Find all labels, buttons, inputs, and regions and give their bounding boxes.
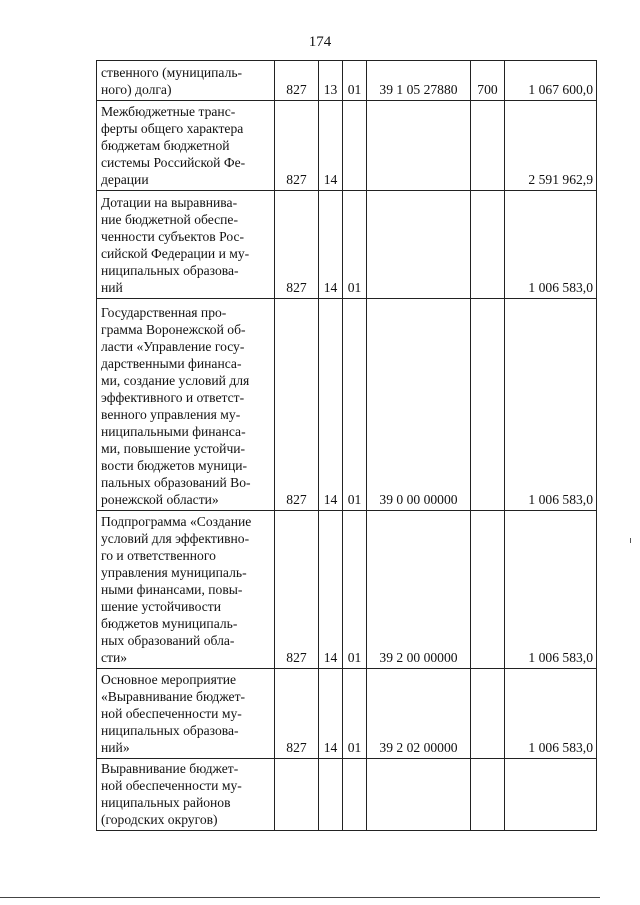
section-code: 14 — [319, 101, 343, 191]
expense-type-code — [471, 299, 505, 511]
margin-mark — [630, 538, 631, 543]
expense-type-code — [471, 191, 505, 299]
bottom-rule — [0, 897, 600, 898]
table-row — [97, 299, 597, 511]
target-item-code — [367, 191, 471, 299]
table-row — [97, 759, 597, 831]
row-name: Межбюджетные транс- ферты общего характера бюджетам бюджетной системы Российской Фе- дерации — [97, 101, 275, 191]
target-item-code: 39 0 00 00000 — [367, 299, 471, 511]
subsection-code: 01 — [343, 511, 367, 669]
table-row — [97, 101, 597, 191]
amount: 1 006 583,0 — [505, 669, 597, 759]
target-item-code — [367, 101, 471, 191]
section-code: 14 — [319, 299, 343, 511]
budget-table — [96, 60, 597, 831]
ministry-code: 827 — [275, 299, 319, 511]
row-name: Государственная про- грамма Воронежской об- ласти «Управление госу- дарственными финанса- ми, создание условий для эффективного и ответст- венного управления му- ниципальными финанса- ми, повышение устойчи- вости бюджетов муници- пальных образований Во- ронежской области» — [97, 299, 275, 511]
amount: 1 006 583,0 — [505, 511, 597, 669]
expense-type-code — [471, 101, 505, 191]
ministry-code: 827 — [275, 511, 319, 669]
section-code: 14 — [319, 669, 343, 759]
subsection-code: 01 — [343, 191, 367, 299]
ministry-code — [275, 759, 319, 831]
page-number: 174 — [308, 34, 332, 50]
ministry-code: 827 — [275, 191, 319, 299]
row-name: Подпрограмма «Создание условий для эффективно- го и ответственного управления муниципаль- ными финансами, повы- шение устойчивости бюджетов муниципаль- ных образований обла- сти» — [97, 511, 275, 669]
target-item-code: 39 1 05 27880 — [367, 61, 471, 101]
subsection-code: 01 — [343, 61, 367, 101]
ministry-code: 827 — [275, 101, 319, 191]
amount: 1 067 600,0 — [505, 61, 597, 101]
ministry-code: 827 — [275, 669, 319, 759]
row-name: ственного (муниципаль- ного) долга) — [97, 61, 275, 101]
table-row — [97, 191, 597, 299]
expense-type-code: 700 — [471, 61, 505, 101]
amount: 2 591 962,9 — [505, 101, 597, 191]
table-row — [97, 669, 597, 759]
expense-type-code — [471, 511, 505, 669]
target-item-code: 39 2 02 00000 — [367, 669, 471, 759]
target-item-code — [367, 759, 471, 831]
section-code: 14 — [319, 511, 343, 669]
row-name: Основное мероприятие «Выравнивание бюджет- ной обеспеченности му- ниципальных образова- ний» — [97, 669, 275, 759]
ministry-code: 827 — [275, 61, 319, 101]
subsection-code — [343, 759, 367, 831]
section-code — [319, 759, 343, 831]
section-code: 14 — [319, 191, 343, 299]
expense-type-code — [471, 759, 505, 831]
row-name: Дотации на выравнива- ние бюджетной обеспе- ченности субъектов Рос- сийской Федерации и му- ниципальных образова- ний — [97, 191, 275, 299]
section-code: 13 — [319, 61, 343, 101]
amount — [505, 759, 597, 831]
expense-type-code — [471, 669, 505, 759]
target-item-code: 39 2 00 00000 — [367, 511, 471, 669]
subsection-code: 01 — [343, 299, 367, 511]
row-name: Выравнивание бюджет- ной обеспеченности му- ниципальных районов (городских округов) — [97, 759, 275, 831]
amount: 1 006 583,0 — [505, 299, 597, 511]
table-row — [97, 511, 597, 669]
table-row — [97, 61, 597, 101]
amount: 1 006 583,0 — [505, 191, 597, 299]
subsection-code: 01 — [343, 669, 367, 759]
budget-table-body — [97, 61, 597, 831]
subsection-code — [343, 101, 367, 191]
